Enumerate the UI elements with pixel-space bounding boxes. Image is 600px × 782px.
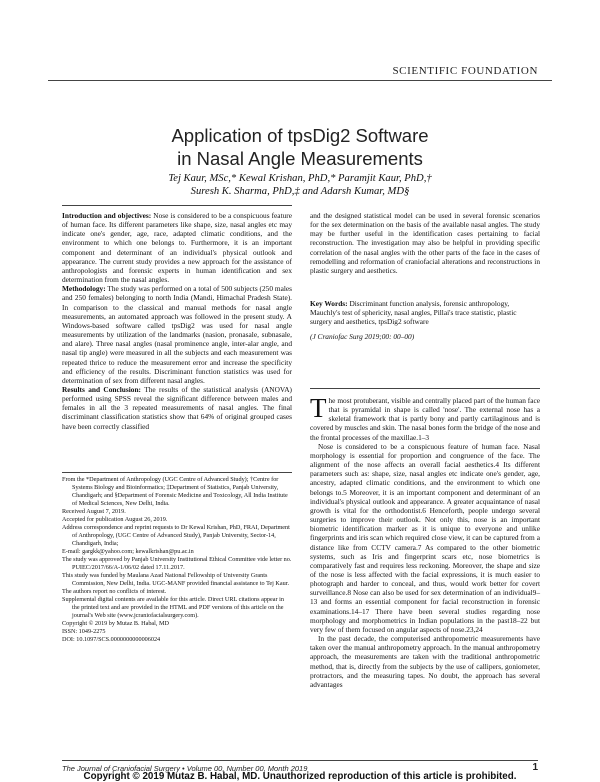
authors-line-1: Tej Kaur, MSc,* Kewal Krishan, PhD,* Paramjit Kaur, PhD,† — [168, 173, 432, 184]
journal-info: The Journal of Craniofacial Surgery • Volume 00, Number 00, Month 2019 — [62, 764, 308, 773]
keywords-text: Discriminant function analysis, forensic anthropology, Mauchly's test of sphericity, nasal angles, Pillai's trace statistic, plastic surgery and aesthetics, tpsDig2 software — [310, 299, 517, 327]
section-header: SCIENTIFIC FOUNDATION — [392, 65, 538, 77]
body-paragraph-3: In the past decade, the computerised anthropometric measurements have taken over the manual anthropometry approach. In the manual anthropometry approach, the measurements are taken with the traditional anthropometric method, that is, directly from the subjects by the use of callipers, goniometer, protractors, and the measuring tapes. No doubt, the approach has several advantages — [310, 634, 540, 689]
page-number: 1 — [532, 762, 538, 773]
journal-citation: (J Craniofac Surg 2019;00: 00–00) — [310, 332, 415, 342]
title-line-2: in Nasal Angle Measurements — [177, 148, 423, 169]
footnotes — [62, 476, 292, 644]
keywords-heading: Key Words: — [310, 299, 348, 308]
footnote-conflicts: The authors report no conflicts of interest. — [62, 588, 167, 595]
intro-text: Nose is considered to be a conspicuous feature of human face. Its different parameters like shape, size, nasal angles etc may indicate one's gender, age, race, adapted climatic conditions, and the environment to which one belongs to. Furthermore, it is an important component and determinant of an individual's physical outlook and appearance. The current study provides a new approach for the assistance of anthropologists and forensic experts in human identification and sex determination from the nasal angles. — [62, 211, 292, 285]
footnote-ethics: The study was approved by Panjab University Institutional Ethical Committee vide letter no. PUIEC/2017/66/A-1/06/02 dated 17.11.2017. — [62, 556, 292, 571]
author-list — [120, 172, 480, 198]
results-text: The results of the statistical analysis (ANOVA) performed using SPSS reveal the significant difference between males and females in all the 3 repeated measurements of nasal angles. The final discriminant classification statistics show that 64% of original grouped cases have been correctly classified — [62, 384, 292, 431]
intro-heading: Introduction and objectives: — [62, 211, 152, 220]
header-rule — [48, 80, 552, 81]
abstract-continued-text: and the designed statistical model can be used in several forensic scenarios for the sex determination on the basis of the available nasal angles. The study may be further useful in the identification cases pertaining to facial reconstruction. The investigation may also be helpful in providing specific correlation of the nasal angles with the other parts of the face in the cases of remodelling and reformation of craniofacial alterations and reconstructions in plastic surgery and aesthetics. — [310, 211, 540, 275]
footnote-issn: ISSN: 1049-2275 — [62, 628, 106, 635]
footnote-funding: This study was funded by Maulana Azad National Fellowship of University Grants Commission, New Delhi, India. UGC-MANF provided financial assistance to Tej Kaur. — [62, 572, 290, 587]
keywords-block — [310, 299, 540, 342]
drop-cap: T — [310, 393, 327, 423]
footnote-correspondence: Address correspondence and reprint requests to Dr Kewal Krishan, PhD, FRAI, Department of Anthropology, (UGC Centre of Advanced Study), Panjab University, Sector-14, Chandigarh, India; — [62, 524, 290, 547]
abstract-top-rule — [62, 205, 292, 206]
results-heading: Results and Conclusion: — [62, 384, 141, 394]
title-line-1: Application of tpsDig2 Software — [171, 125, 429, 146]
methods-text: The study was performed on a total of 500 subjects (250 males and 250 females) belonging to north India (Mandi, Himachal Pradesh State). In comparison to the classical and manual methods for nasal angle measurements, an automated approach was followed in the present study. A Windows-based software called tpsDig2 was used for nasal angle measurements by utilization of the landmarks (nasion, pronasale, subnasale, and alare). Three nasal angles (nasal prominence angle, inter-alar angle, and nasal tip angle) were measured in all the subjects and each measurement was repeated thrice to reduce the measurement error and increase the specificity and efficiency of the results. Discriminant function statistics was used for determination of sex from different nasal angles. — [62, 284, 292, 385]
abstract — [62, 211, 292, 431]
copyright-notice: Copyright © 2019 Mutaz B. Habal, MD. Unauthorized reproduction of this article is prohibited. — [83, 771, 517, 782]
footnote-supplemental: Supplemental digital contents are available for this article. Direct URL citations appear in the printed text and are provided in the HTML and PDF versions of this article on the journal's Web site (www.jcraniofacialsurgery.com). — [62, 596, 284, 619]
footnote-doi: DOI: 10.1097/SCS.0000000000006024 — [62, 636, 161, 643]
footer-rule — [62, 760, 538, 761]
footnote-copyright: Copyright © 2019 by Mutaz B. Habal, MD — [62, 620, 169, 627]
footnote-rule — [62, 472, 292, 473]
body-text — [310, 393, 540, 689]
footnote-email: E-mail: gargkk@yahoo.com; kewalkrishan@pu.ac.in — [62, 548, 194, 555]
footnote-accepted: Accepted for publication August 26, 2019. — [62, 516, 168, 523]
footnote-received: Received August 7, 2019. — [62, 508, 126, 515]
body-paragraph-2: Nose is considered to be a conspicuous feature of human face. Nasal morphology is essential for proportion and congruence of the face. The alignment of the nose affects an overall facial aesthetics.4 Its different parameters such as: shape, size, nasal angles etc indicate one's gender, age, ancestry, adapted climatic conditions, and the environment to which one belongs to.5 Moreover, it is an important component and determinant of an individual's physical outlook and appearance. A greater acquaintance of nasal growth is vital for the orthodontist.6 Henceforth, people undergo several surgeries to improve their outlook. Not only this, nose is an important biometric identification marker as it is unique to everyone and unlike fingerprints and iris scan which required close view, it can be captured from a distance like from CCTV camera.7 As compared to the other biometric systems, such as Iris and fingerprint scars etc, nose biometrics is comparatively fast and requires less reckoning. Moreover, the shape and size of the nose is less affected with the facial expressions, it is much easier to photograph and harder to conceal, and thus, would work better for covert surveillance.8 Nose can also be used for sex determination of an individual9–13 and forms an essential component for facial reconstruction in forensic examinations.14–17 There have been several studies regarding nose morphology and morphometrics in Indian populations in the past18–22 but very few of them focused on angular aspects of nose.23,24 — [310, 441, 540, 634]
abstract-continued — [310, 211, 540, 275]
body-paragraph-1: he most protuberant, visible and centrally placed part of the human face that is pyramidal in shape is called 'nose'. The external nose has a skeletal framework that is partly bony and partly cartilaginous and is covered by muscles and skin. The nasal bones form the bridge of the nose and the frontal processes of the maxillae.1–3 — [310, 396, 540, 442]
body-top-rule — [310, 388, 540, 389]
article-title — [90, 124, 510, 170]
methods-heading: Methodology: — [62, 284, 106, 294]
authors-line-2: Suresh K. Sharma, PhD,‡ and Adarsh Kumar, MD§ — [190, 186, 410, 197]
footnote-affiliations: From the *Department of Anthropology (UGC Centre of Advanced Study); †Centre for Systems Biology and Bioinformatics; ‡Department of Statistics, Panjab University, Chandigarh; and §Department of Forensic Medicine and Toxicology, All India Institute of Medical Sciences, New Delhi, India. — [62, 476, 288, 507]
